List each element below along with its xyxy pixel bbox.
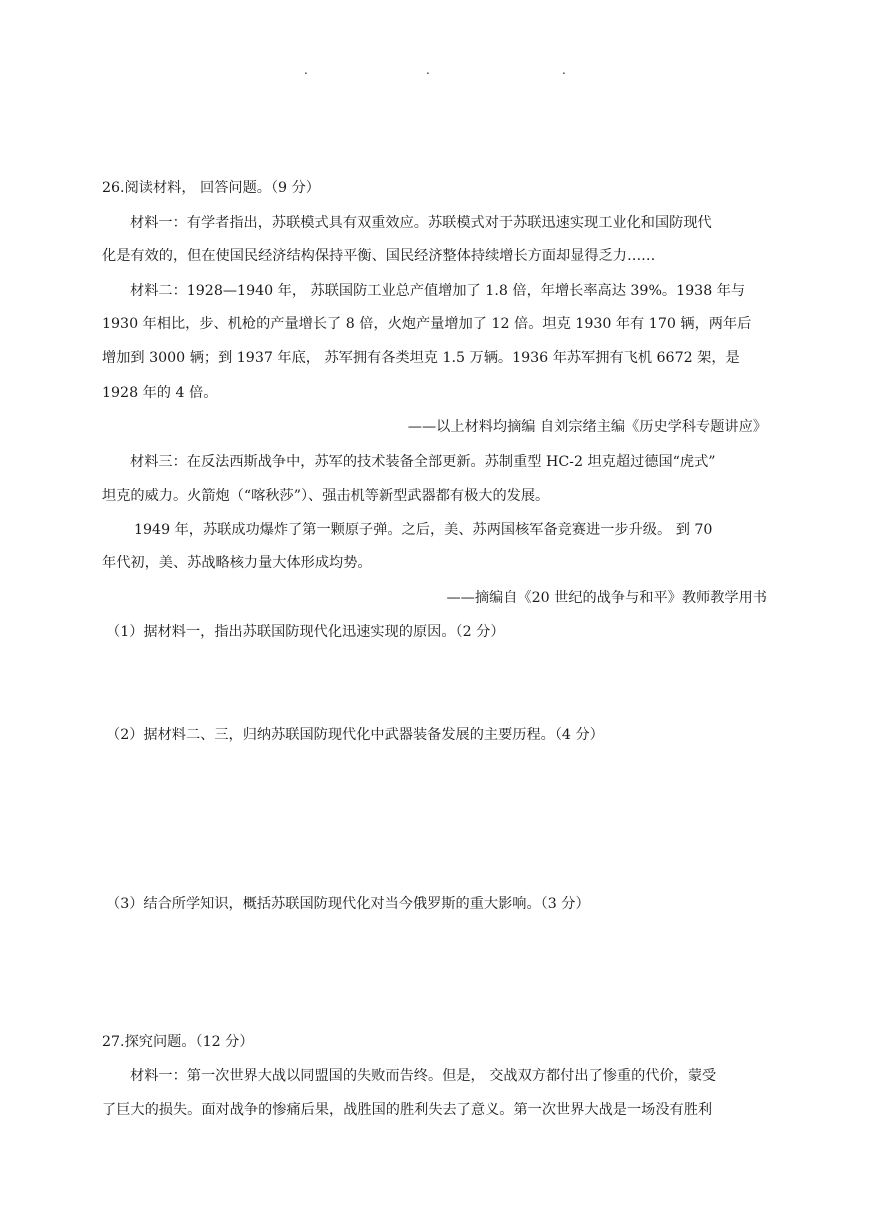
material-2-text: 材料二：1928—1940 年， 苏联国防工业总产值增加了 1.8 倍，年增长率高达 39%。1938 年与 bbox=[130, 283, 746, 299]
material-1-text: 材料一：第一次世界大战以同盟国的失败而告终。但是， 交战双方都付出了惨重的代价，蒙受 bbox=[130, 1068, 717, 1084]
material-1-text: 化是有效的，但在使国民经济结构保持平衡、国民经济整体持续增长方面却显得乏力…… bbox=[102, 248, 656, 264]
material-1-text: 材料一：有学者指出，苏联模式具有双重效应。苏联模式对于苏联迅速实现工业化和国防现代 bbox=[130, 215, 712, 231]
material-3-text: 坦克的威力。火箭炮（“喀秋莎”）、强击机等新型武器都有极大的发展。 bbox=[102, 488, 550, 504]
sub-question-3: （3）结合所学知识，概括苏联国防现代化对当今俄罗斯的重大影响。（3 分） bbox=[106, 896, 590, 912]
material-2-text: 1930 年相比，步、机枪的产量增长了 8 倍，火炮产量增加了 12 倍。坦克 1930 年有 170 辆，两年后 bbox=[102, 316, 752, 332]
material-3-text: 材料三：在反法西斯战争中，苏军的技术装备全部更新。苏制重型 HC-2 坦克超过德国“虎式” bbox=[130, 454, 716, 470]
material-3-text: 年代初，美、苏战略核力量大体形成均势。 bbox=[102, 555, 372, 571]
sub-question-1: （1）据材料一，指出苏联国防现代化迅速实现的原因。（2 分） bbox=[106, 624, 505, 640]
question-27-title: 27.探究问题。（12 分） bbox=[102, 1034, 254, 1050]
source-citation: ——以上材料均摘编 自刘宗绪主编《历史学科专题讲应》 bbox=[407, 419, 767, 435]
source-citation: ——摘编自《20 世纪的战争与和平》教师教学用书 bbox=[446, 590, 767, 606]
header-dot: . bbox=[562, 63, 566, 77]
header-dot: . bbox=[426, 63, 430, 77]
material-2-text: 1928 年的 4 倍。 bbox=[102, 385, 218, 401]
material-3-text: 1949 年，苏联成功爆炸了第一颗原子弹。之后，美、苏两国核军备竞赛进一步升级。 到 70 bbox=[134, 522, 713, 538]
material-2-text: 增加到 3000 辆；到 1937 年底， 苏军拥有各类坦克 1.5 万辆。1936 年苏军拥有飞机 6672 架，是 bbox=[102, 350, 740, 366]
question-26-title: 26.阅读材料， 回答问题。（9 分） bbox=[102, 180, 320, 196]
material-1-text: 了巨大的损失。面对战争的惨痛后果，战胜国的胜利失去了意义。第一次世界大战是一场没有胜利 bbox=[102, 1102, 713, 1118]
header-dot: . bbox=[304, 63, 308, 77]
sub-question-2: （2）据材料二、三，归纳苏联国防现代化中武器装备发展的主要历程。（4 分） bbox=[106, 727, 604, 743]
